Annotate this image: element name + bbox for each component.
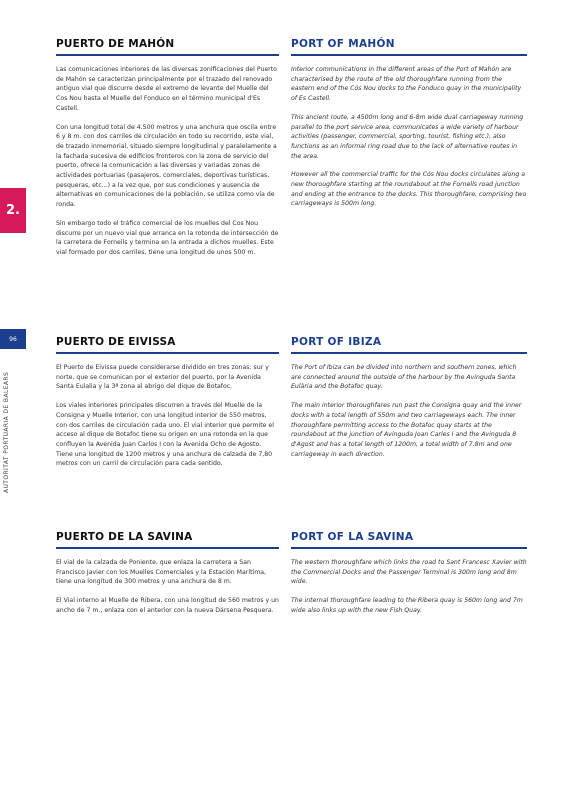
eivissa-es-paragraph-1: El Puerto de Eivissa puede considerarse dividido en tres zonas: sur y norte, que se comunican por el exterior del puerto, por la Avenida Santa Eulalia y la 3ª zona al abrigo del dique de Botafoc. (56, 364, 269, 391)
savina-es-paragraph-1: El vial de la calzada de Poniente, que enlaza la carretera a San Francisco Javier con los Muelles Comerciales y la Estación Marítima, tiene una longitud de 300 metros y una anchura de 8 m. (56, 559, 267, 586)
savina-english-title: PORT OF LA SAVINA (291, 531, 527, 549)
eivissa-spanish-column (56, 336, 279, 469)
mahon-spanish-title: PUERTO DE MAHÓN (56, 38, 279, 56)
chapter-tab: 2. (0, 188, 26, 233)
eivissa-english-column (291, 336, 527, 459)
eivissa-english-title: PORT OF IBIZA (291, 336, 527, 354)
savina-spanish-column (56, 531, 279, 616)
vertical-organization-label: AUTORITAT PORTUÀRIA DE BALEARS (3, 372, 10, 494)
mahon-es-paragraph-1: Las comunicaciones interiores de las diversas zonificaciones del Puerto de Mahón se caracterizan principalmente por el trazado del renovado antiguo vial que discurre desde el extremo de levante del Muelle del Cos Nou hasta el Muelle del Fonduco en el término municipal d'Es Castell. (56, 66, 277, 112)
savina-es-paragraph-2: El Vial interno al Muelle de Ribera, con una longitud de 560 metros y un ancho de 7 m., enlaza con el anterior con la nueva Dársena Pesquera. (56, 597, 279, 614)
mahon-es-paragraph-3: Sin embargo todo el tráfico comercial de los muelles del Cos Nou discurre por un nuevo vial que arranca en la rotonda de intersección de la carretera de Fornells y termina en la entrada a dichos muelles. Este vial formado por dos carriles, tiene una longitud de unos 500 m. (56, 219, 279, 256)
mahon-en-paragraph-3: However all the commercial traffic for the Cós Nou docks circulates along a new thoroughfare starting at the roundabout at the Fornells road junction and ending at the entrance to the docks. This thoroughfare, comprising two carriageways is 500m long. (291, 171, 527, 208)
page-number: 96 (0, 329, 26, 349)
mahon-en-paragraph-1: Interior communications in the different areas of the Port of Mahón are characterised by the route of the old thoroughfare running from the eastern end of the Cós Nou docks to the Fonduco quay in the municipality of Es Castell. (291, 66, 522, 103)
savina-en-paragraph-1: The western thoroughfare which links the road to Sant Francesc Xavier with the Commercial Docks and the Passenger Terminal is 300m long and 8m wide. (291, 559, 527, 586)
savina-en-paragraph-2: The internal thoroughfare leading to the Ribera quay is 560m long and 7m wide also links up with the new Fish Quay. (291, 597, 523, 614)
savina-english-column (291, 531, 527, 616)
mahon-english-column (291, 38, 527, 209)
mahon-spanish-column (56, 38, 279, 258)
eivissa-en-paragraph-2: The main interior thoroughfares run past the Consigna quay and the inner docks with a total length of 550m and two carriageways each. The inner thoroughfare permitting access to the Botafoc quay starts at the roundabout at the junction of Avinguda Joan Carles I and the Avinguda 8 d'Agost and has a total length of 1200m, a total width of 7.8m and one carriageway in each direction. (291, 402, 522, 458)
mahon-es-paragraph-2: Con una longitud total de 4.500 metros y una anchura que oscila entre 6 y 8 m. con dos carriles de circulación en todo su recorrido, este vial, de trazado inmemorial, situado siempre longitudinal y paralelamente a la fachada sucesiva de edificios fronteros con la zona de servicio del puerto, ofrece la comunicación a las diversas y variadas zonas de actividades portuarias (pasajeros, comerciales, deportivas turísticas, pesqueras, etc...) a la vez que, por sus condiciones y ausencia de alternativas en comunicaciones de la población, se utiliza como vía de ronda. (56, 123, 277, 209)
eivissa-spanish-title: PUERTO DE EIVISSA (56, 336, 279, 354)
eivissa-en-paragraph-1: The Port of Ibiza can be divided into northern and southern zones, which are connected around the outside of the harbour by the Avinguda Santa Eulària and the Botafoc quay. (291, 364, 517, 391)
savina-spanish-title: PUERTO DE LA SAVINA (56, 531, 279, 549)
mahon-en-paragraph-2: This ancient route, a 4500m long and 6-8m wide dual carriageway running parallel to the port service area, communicates a wide variety of harbour activities (passenger, commercial, sporting, tourist, fishing etc.), also functions as an informal ring road due to the lack of alternative routes in the area. (291, 113, 524, 160)
mahon-english-title: PORT OF MAHÓN (291, 38, 527, 56)
eivissa-es-paragraph-2: Los viales interiores principales discurren a través del Muelle de la Consigna y Muelle Interior, con una longitud interior de 550 metros, con dos carriles de circulación cada uno. El vial interior que permite el acceso al dique de Botafoc tiene su origen en una rotonda en la que confluyen la Avenida Juan Carlos I con la Avenida Ocho de Agosto. Tiene una longitud de 1200 metros y una anchura de calzada de 7,80 metros con un carril de circulación para cada sentido. (56, 402, 274, 468)
